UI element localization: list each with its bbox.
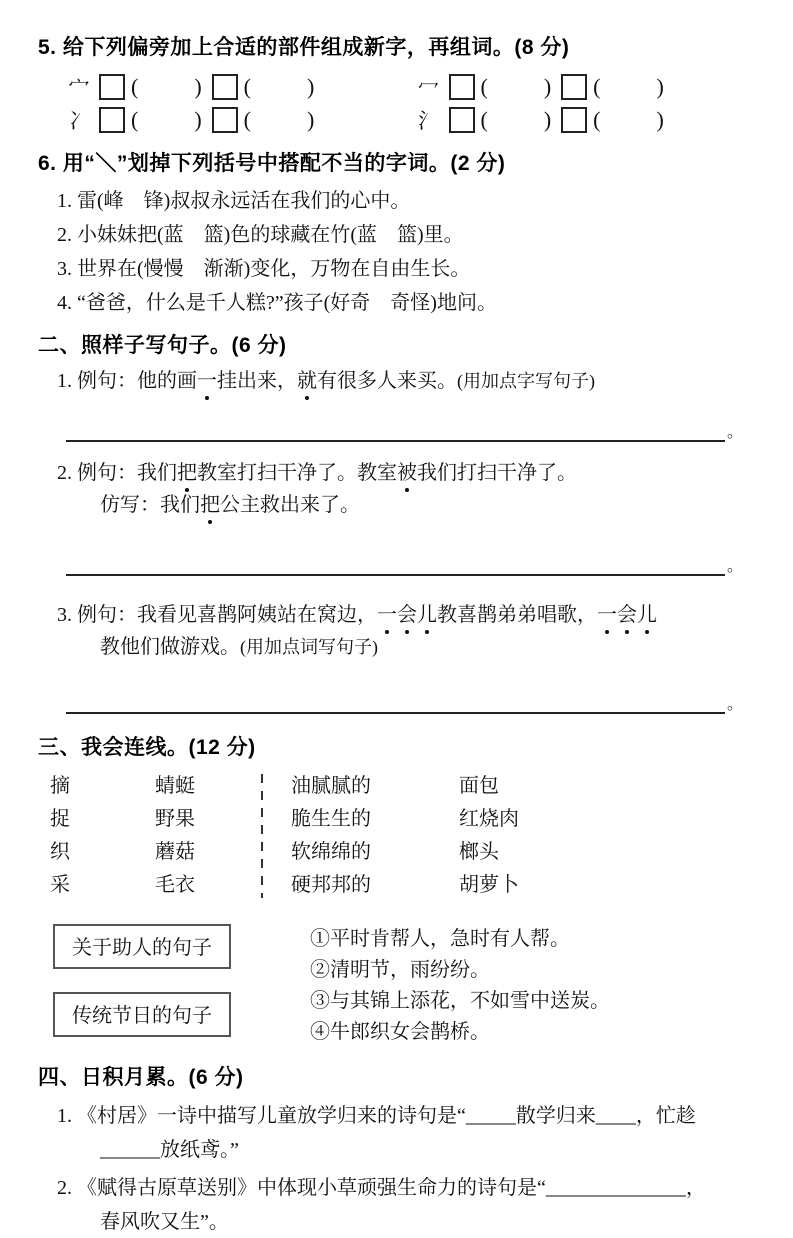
s2-item-2: 2. 例句：我们把教室打扫干净了。教室被我们打扫干净了。 — [57, 458, 743, 488]
example-sentence: 我看见喜鹊阿姨站在窝边，一会儿教喜鹊弟弟唱歌，一会儿 — [137, 604, 657, 626]
character-box — [99, 74, 125, 100]
match-item: 面包 — [459, 775, 499, 797]
match-column-adjectives — [291, 770, 459, 902]
radical-bing: 冫 — [68, 108, 90, 133]
s2-item-3-line2 — [100, 632, 743, 662]
s2-item-3: 3. 例句：我看见喜鹊阿姨站在窝边，一会儿教喜鹊弟弟唱歌，一会儿 — [57, 600, 743, 630]
character-box — [561, 107, 587, 133]
match-item: 毛衣 — [155, 874, 195, 896]
option-2: ②清明节，雨纷纷。 — [310, 959, 490, 981]
example-sentence: 他的画一挂出来，就有很多人来买。 — [137, 370, 457, 392]
character-box — [212, 74, 238, 100]
s4-item-1-line2: ______放纸鸢。” — [100, 1139, 239, 1161]
answer-blank-3: 。 — [66, 688, 743, 714]
example-sentence: 教他们做游戏。 — [100, 636, 240, 658]
option-3: ③与其锦上添花，不如雪中送炭。 — [310, 990, 610, 1012]
match-item: 蜻蜓 — [155, 775, 195, 797]
match-column-objects — [459, 770, 519, 902]
answer-blank-2: 。 — [66, 550, 743, 576]
radical-group: 宀 ( ) ( ) — [66, 72, 394, 102]
match-item: 蘑菇 — [155, 841, 195, 863]
section-2-title: 二、照样子写句子。(6 分) — [38, 334, 287, 357]
category-boxes — [38, 924, 310, 1048]
matching-exercise — [38, 770, 743, 902]
character-box — [212, 107, 238, 133]
radical-group: 冖 ( ) ( ) — [416, 72, 744, 102]
match-item: 红烧肉 — [459, 808, 519, 830]
q6-sentence-3: 3. 世界在(慢慢 渐渐)变化，万物在自由生长。 — [57, 258, 471, 280]
category-box-festival: 传统节日的句子 — [53, 992, 231, 1037]
q6-sentence-1: 1. 雷(峰 锋)叔叔永远活在我们的心中。 — [57, 190, 411, 212]
question-5-radical-exercise — [38, 70, 743, 136]
radical-group: 冫 ( ) ( ) — [66, 105, 394, 135]
radical-row-2 — [38, 103, 743, 136]
match-item: 胡萝卜 — [459, 874, 519, 896]
character-box — [99, 107, 125, 133]
answer-line — [66, 552, 725, 576]
match-item: 软绵绵的 — [291, 841, 371, 863]
match-item: 摘 — [50, 775, 70, 797]
s2-item-2-imitation: 仿写：我们把公主救出来了。 — [100, 490, 743, 520]
question-5-title: 5. 给下列偏旁加上合适的部件组成新字，再组词。(8 分) — [38, 36, 570, 59]
q6-sentence-2: 2. 小妹妹把(蓝 篮)色的球藏在竹(蓝 篮)里。 — [57, 224, 464, 246]
answer-line — [66, 690, 725, 714]
radical-mian: 宀 — [68, 75, 90, 100]
match-item: 榔头 — [459, 841, 499, 863]
s2-item-1: 1. 例句：他的画一挂出来，就有很多人来买。(用加点字写句子) — [57, 366, 743, 396]
question-6-title: 6. 用“＼”划掉下列括号中搭配不当的字词。(2 分) — [38, 152, 506, 175]
match-item: 织 — [50, 841, 70, 863]
imitation-sentence: 我们把公主救出来了。 — [160, 494, 360, 516]
radical-row-1 — [38, 70, 743, 103]
character-box — [449, 74, 475, 100]
q6-sentence-4: 4. “爸爸，什么是千人糕?”孩子(好奇 奇怪)地问。 — [57, 292, 497, 314]
match-item: 硬邦邦的 — [291, 874, 371, 896]
option-4: ④牛郎织女会鹊桥。 — [310, 1021, 490, 1043]
section-3-title: 三、我会连线。(12 分) — [38, 736, 256, 759]
option-1: ①平时肯帮人，急时有人帮。 — [310, 928, 570, 950]
match-item: 采 — [50, 874, 70, 896]
answer-blank-1: 。 — [66, 416, 743, 442]
s4-item-2-line2: 春风吹又生”。 — [100, 1211, 229, 1233]
match-item: 捉 — [50, 808, 70, 830]
example-sentence: 我们把教室打扫干净了。教室被我们打扫干净了。 — [137, 462, 577, 484]
section-4-title: 四、日积月累。(6 分) — [38, 1066, 244, 1089]
question-6-sentences — [38, 184, 743, 320]
s4-item-2-line1: 2. 《赋得古原草送别》中体现小草顽强生命力的诗句是“______________， — [57, 1177, 706, 1199]
dashed-divider — [261, 774, 263, 898]
match-column-verbs — [50, 770, 155, 902]
match-item: 野果 — [155, 808, 195, 830]
radical-mi: 冖 — [418, 75, 439, 100]
sentence-options — [310, 924, 743, 1048]
classification-exercise — [38, 924, 743, 1048]
match-column-nouns — [155, 770, 233, 902]
s4-item-1-line1: 1. 《村居》一诗中描写儿童放学归来的诗句是“_____散学归来____，忙趁 — [57, 1105, 696, 1127]
match-item: 脆生生的 — [291, 808, 371, 830]
answer-line — [66, 418, 725, 442]
category-box-helping: 关于助人的句子 — [53, 924, 231, 969]
match-item: 油腻腻的 — [291, 775, 371, 797]
character-box — [449, 107, 475, 133]
radical-shui: 氵 — [418, 108, 439, 133]
hint-note: (用加点词写句子) — [240, 637, 378, 657]
radical-group: 氵 ( ) ( ) — [416, 105, 744, 135]
hint-note: (用加点字写句子) — [457, 371, 595, 391]
character-box — [561, 74, 587, 100]
